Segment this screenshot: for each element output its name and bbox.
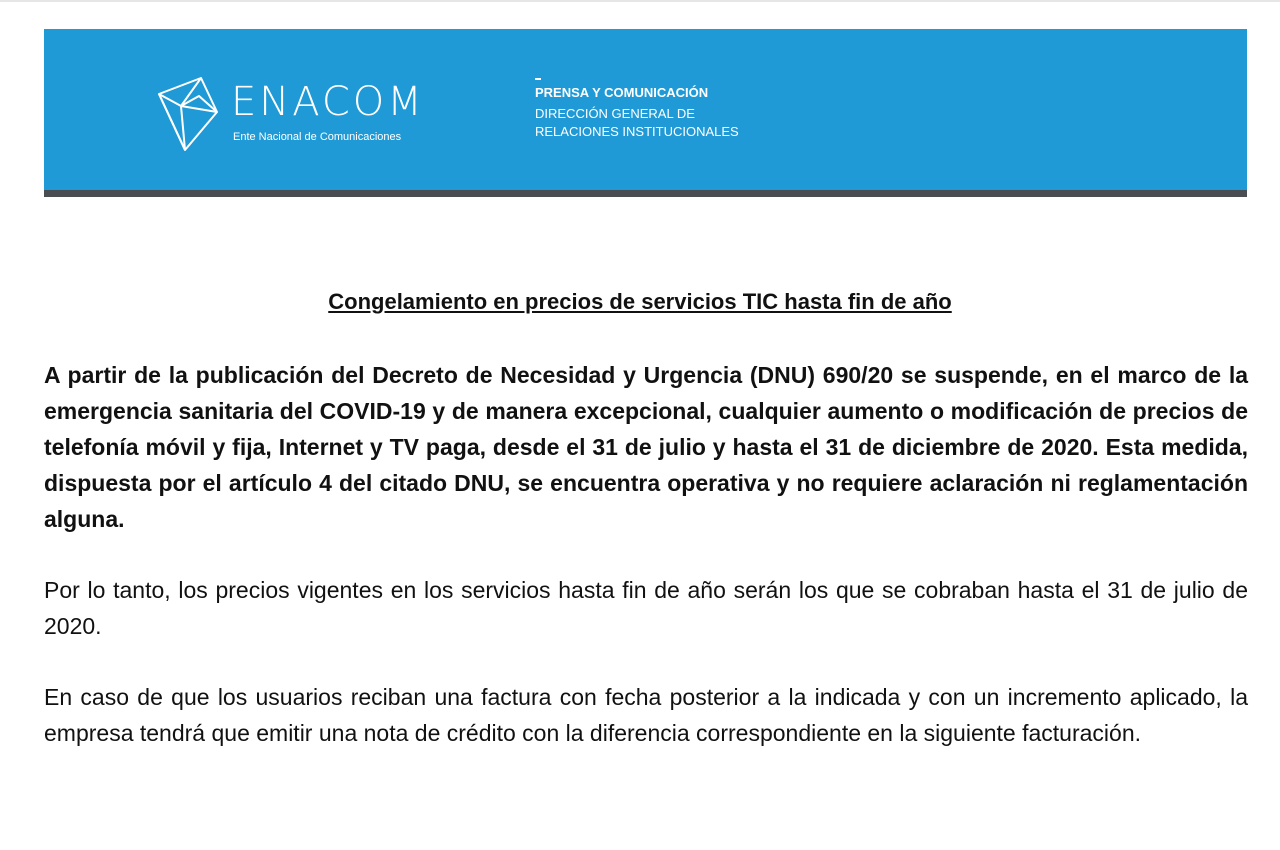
logo-subtitle: Ente Nacional de Comunicaciones: [233, 131, 402, 143]
org-line-2: RELACIONES INSTITUCIONALES: [535, 124, 739, 139]
header-bottom-bar: [44, 190, 1247, 197]
paragraph-main: A partir de la publicación del Decreto de Necesidad y Urgencia (DNU) 690/20 se suspende, en el marco de la emergencia sanitaria del COVID-19 y de manera excepcional, cualquier aumento o modificación de precios de telefonía móvil y fija, Internet y TV paga, desde el 31 de julio y hasta el 31 de diciembre de 2020. Esta medida, dispuesta por el artículo 4 del citado DNU, se encuentra operativa y no requiere aclaración ni reglamentación alguna.: [44, 362, 1248, 532]
paragraph-prices: Por lo tanto, los precios vigentes en los servicios hasta fin de año serán los que se cobraban hasta el 31 de julio de 2020.: [44, 577, 1248, 639]
org-title: PRENSA Y COMUNICACIÓN: [535, 85, 709, 100]
org-line-1: DIRECCIÓN GENERAL DE: [535, 106, 695, 121]
enacom-logo-icon: [155, 76, 221, 152]
logo-wordmark: ENACOM: [231, 79, 425, 125]
paragraph-invoice: En caso de que los usuarios reciban una factura con fecha posterior a la indicada y con un incremento aplicado, la empresa tendrá que emitir una nota de crédito con la diferencia correspondiente en la siguiente facturación.: [44, 684, 1248, 746]
org-dash: [535, 78, 541, 80]
enacom-logo: [155, 76, 455, 152]
top-divider: [0, 0, 1280, 2]
document-title: Congelamiento en precios de servicios TIC hasta fin de año: [328, 289, 952, 314]
